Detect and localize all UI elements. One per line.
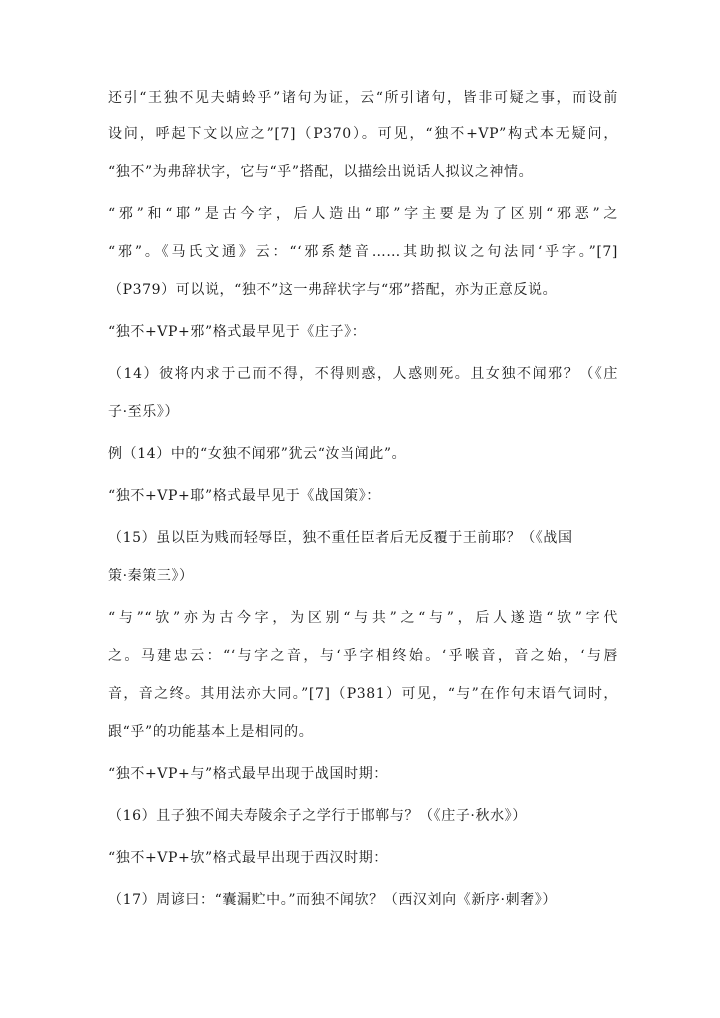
text-line-18: “独不+VP+与”格式最早出现于战国时期： — [108, 766, 388, 782]
text-line-16: 音，音之终。其用法亦大同。”[7]（P381）可见，“与”在作句末语气词时， — [108, 686, 618, 702]
text-line-13: 策·秦策三》） — [108, 568, 194, 584]
text-line-21: （17）周谚曰：“囊漏贮中。”而独不闻欤？（西汉刘向《新序·刺奢》） — [108, 892, 557, 908]
text-line-15: 之。马建忠云：“‘与字之音，与‘乎字相终始。‘乎喉音，音之始，‘与唇 — [108, 648, 618, 664]
text-line-3: “独不”为弗辞状字，它与“乎”搭配，以描绘出说话人拟议之神情。 — [108, 164, 534, 180]
text-line-19: （16）且子独不闻夫寿陵余子之学行于邯郸与？（《庄子·秋水》） — [108, 808, 527, 824]
text-line-9: 子·至乐》） — [108, 404, 180, 420]
text-line-7: “独不+VP+邪”格式最早见于《庄子》： — [108, 324, 367, 340]
text-line-5: “邪”。《马氏文通》云：“‘邪系楚音……其助拟议之句法同‘乎字。”[7] — [108, 244, 618, 260]
text-line-4: “邪”和“耶”是古今字，后人造出“耶”字主要是为了区别“邪恶”之 — [108, 206, 618, 222]
text-line-1: 还引“王独不见夫蜻蛉乎”诸句为证，云“所引诸句，皆非可疑之事，而设前 — [108, 90, 618, 106]
text-line-17: 跟“乎”的功能基本上是相同的。 — [108, 724, 314, 740]
text-line-10: 例（14）中的“女独不闻邪”犹云“汝当闻此”。 — [108, 446, 407, 462]
text-line-2: 设问，呼起下文以应之”[7]（P370）。可见，“独不+VP”构式本无疑问， — [108, 126, 618, 142]
text-line-8: （14）彼将内求于己而不得，不得则惑，人惑则死。且女独不闻邪？（《庄 — [108, 366, 618, 382]
text-line-6: （P379）可以说，“独不”这一弗辞状字与“邪”搭配，亦为正意反说。 — [108, 282, 558, 298]
text-line-14: “与”“欤”亦为古今字，为区别“与共”之“与”，后人遂造“欤”字代 — [108, 610, 618, 626]
text-line-11: “独不+VP+耶”格式最早见于《战国策》： — [108, 488, 381, 504]
text-line-12: （15）虽以臣为贱而轻辱臣，独不重任臣者后无反覆于王前耶？（《战国 — [108, 530, 573, 546]
text-line-20: “独不+VP+欤”格式最早出现于西汉时期： — [108, 850, 388, 866]
